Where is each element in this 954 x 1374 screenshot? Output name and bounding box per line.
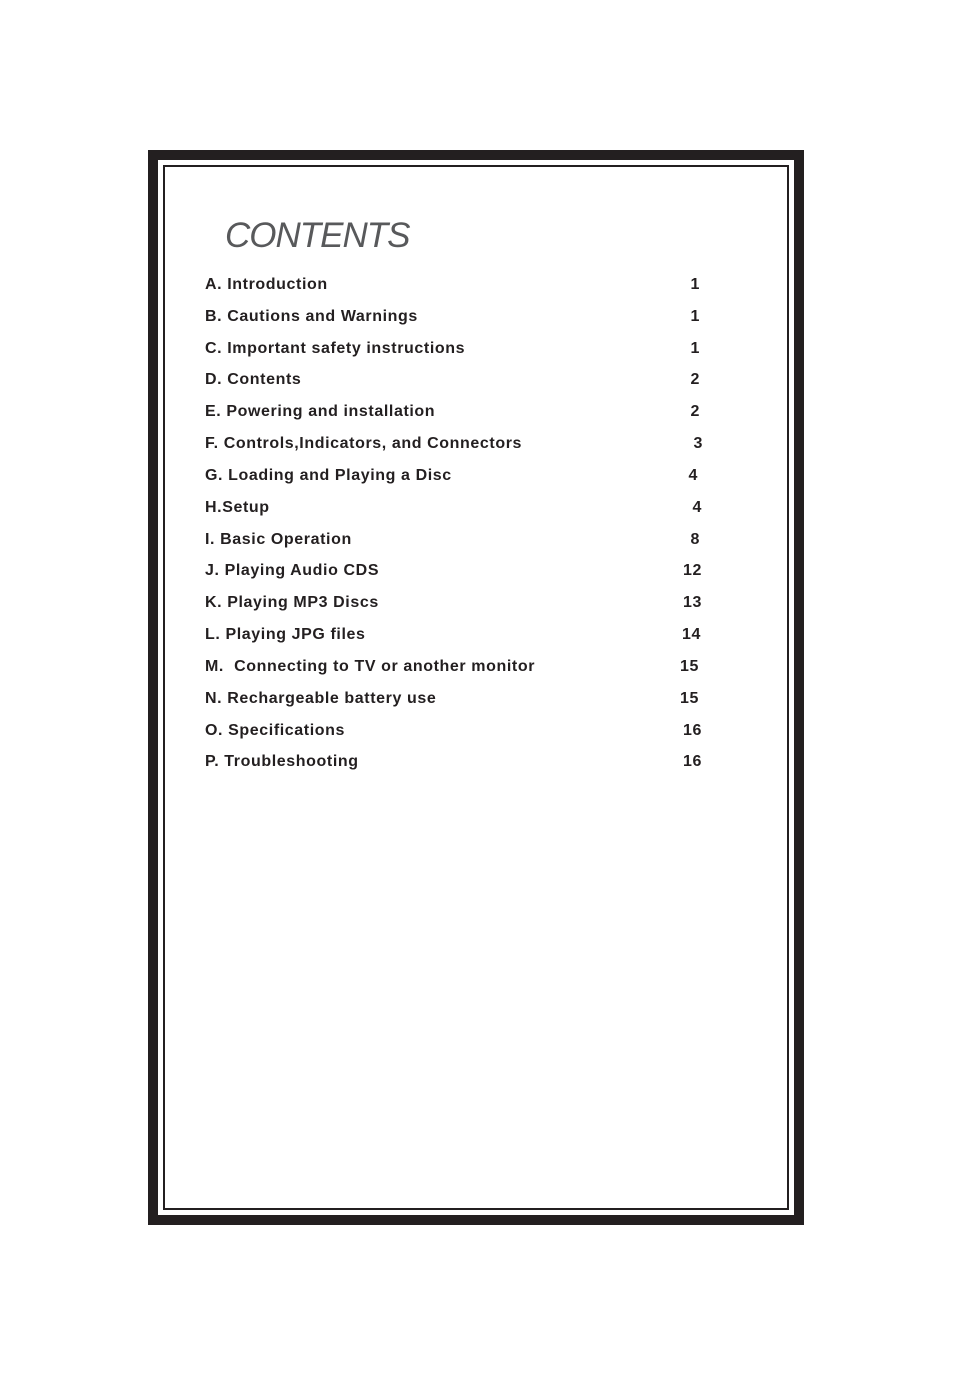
- toc-entry-label: H.Setup: [205, 499, 270, 516]
- toc-entry-label: J. Playing Audio CDS: [205, 562, 380, 579]
- toc-entry-label: D. Contents: [205, 371, 302, 388]
- toc-entry-page: 2: [690, 403, 700, 420]
- toc-entry-label: N. Rechargeable battery use: [205, 690, 437, 707]
- toc-entry-safety: [205, 338, 715, 360]
- toc-entry-label: E. Powering and installation: [205, 403, 436, 420]
- toc-entry-label: K. Playing MP3 Discs: [205, 594, 379, 611]
- toc-entry-label: A. Introduction: [205, 276, 328, 293]
- toc-entry-label: G. Loading and Playing a Disc: [205, 467, 452, 484]
- toc-entry-page: 16: [683, 753, 702, 770]
- toc-entry-setup: [205, 497, 715, 519]
- toc-entry-page: 13: [683, 594, 702, 611]
- page-title: CONTENTS: [225, 216, 410, 255]
- toc-entry-page: 4: [688, 467, 698, 484]
- toc-entry-troubleshooting: [205, 751, 715, 773]
- toc-entry-introduction: [205, 274, 715, 296]
- toc-entry-contents: [205, 369, 715, 391]
- toc-entry-label: I. Basic Operation: [205, 531, 352, 548]
- toc-entry-label: L. Playing JPG files: [205, 626, 366, 643]
- toc-entry-cautions: [205, 306, 715, 328]
- toc-entry-page: 15: [680, 690, 699, 707]
- toc-entry-loading: [205, 465, 715, 487]
- toc-entry-page: 2: [690, 371, 700, 388]
- toc-entry-page: 3: [693, 435, 703, 452]
- toc-entry-label: B. Cautions and Warnings: [205, 308, 418, 325]
- toc-entry-controls: [205, 433, 715, 455]
- toc-entry-label: F. Controls,Indicators, and Connectors: [205, 435, 523, 452]
- toc-entry-page: 15: [680, 658, 699, 675]
- toc-entry-label: P. Troubleshooting: [205, 753, 359, 770]
- toc-entry-page: 1: [690, 340, 700, 357]
- toc-entry-connecting-tv: [205, 656, 715, 678]
- toc-entry-specifications: [205, 720, 715, 742]
- toc-entry-page: 12: [683, 562, 702, 579]
- toc-entry-page: 14: [682, 626, 701, 643]
- toc-entry-powering: [205, 401, 715, 423]
- toc-entry-mp3-discs: [205, 592, 715, 614]
- toc-entry-battery: [205, 688, 715, 710]
- toc-entry-jpg-files: [205, 624, 715, 646]
- toc-entry-label: M. Connecting to TV or another monitor: [205, 658, 536, 675]
- toc-entry-page: 4: [692, 499, 702, 516]
- toc-entry-audio-cds: [205, 560, 715, 582]
- toc-entry-label: O. Specifications: [205, 722, 346, 739]
- toc-entry-label: C. Important safety instructions: [205, 340, 466, 357]
- toc-entry-page: 1: [690, 308, 700, 325]
- toc-entry-page: 8: [690, 531, 700, 548]
- toc-entry-basic-operation: [205, 529, 715, 551]
- toc-entry-page: 16: [683, 722, 702, 739]
- toc-entry-page: 1: [690, 276, 700, 293]
